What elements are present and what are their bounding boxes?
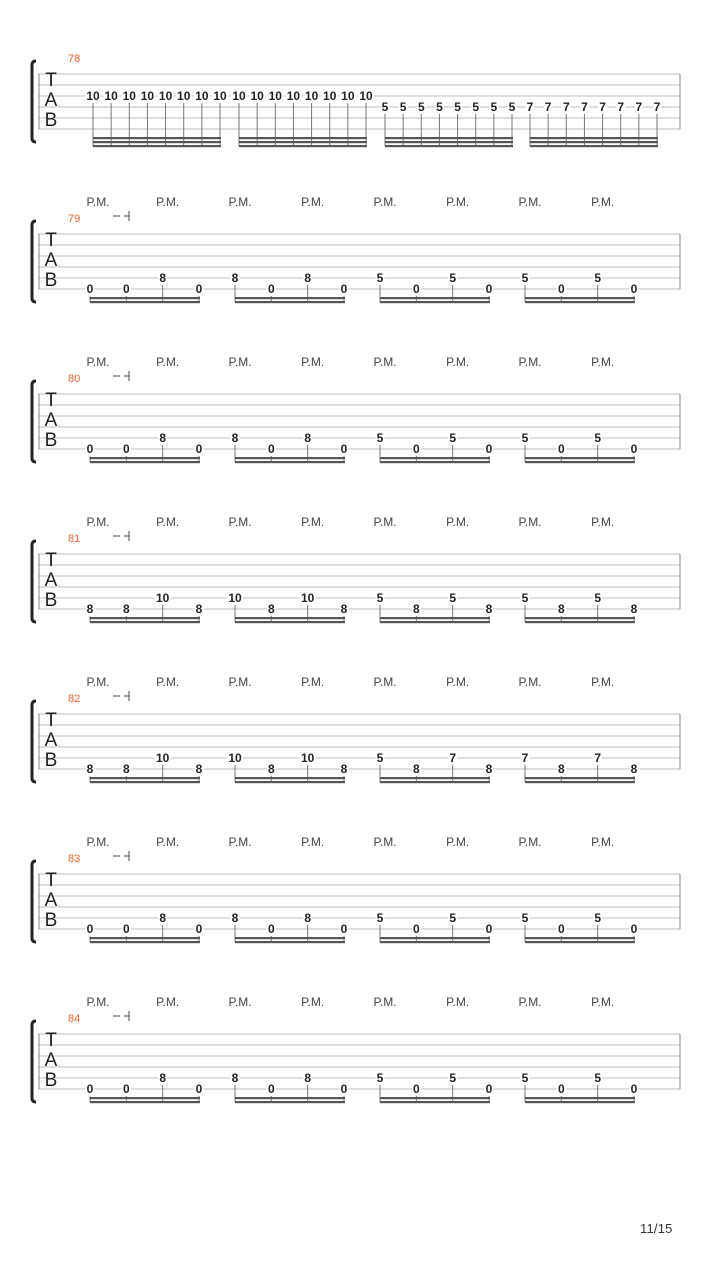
fret-number: 5 (594, 431, 602, 445)
note-beam (525, 777, 635, 779)
palm-mute-label: P.M. (301, 995, 325, 1009)
palm-mute-label: P.M. (228, 515, 252, 529)
measure-number: 84 (68, 1013, 81, 1025)
fret-number: 0 (86, 1082, 94, 1096)
fret-number: 0 (195, 922, 203, 936)
note-beam (380, 301, 490, 303)
fret-number: 0 (122, 282, 130, 296)
page-number: 11/15 (640, 1221, 673, 1236)
note-beam (525, 781, 635, 783)
note-beam (90, 1101, 200, 1103)
fret-number: 8 (340, 602, 348, 616)
fret-number: 8 (485, 602, 493, 616)
measure-number: 83 (68, 853, 81, 865)
note-beam (380, 777, 490, 779)
palm-mute-label: P.M. (518, 835, 542, 849)
note-beam (530, 141, 658, 143)
palm-mute-label: P.M. (373, 675, 397, 689)
fret-number: 10 (286, 89, 301, 103)
palm-mute-label: P.M. (301, 515, 325, 529)
fret-number: 10 (155, 591, 170, 605)
fret-number: 5 (594, 271, 602, 285)
measure-number: 79 (68, 213, 81, 225)
fret-number: 0 (557, 282, 565, 296)
note-beam (530, 145, 658, 147)
fret-number: 10 (104, 89, 118, 103)
tab-clef-letter: A (44, 730, 58, 751)
fret-number: 10 (304, 89, 319, 103)
fret-number: 8 (231, 271, 239, 285)
note-beam (90, 617, 200, 619)
note-beam (90, 457, 200, 459)
note-beam (235, 301, 345, 303)
system-bracket (32, 701, 36, 782)
fret-number: 7 (544, 100, 552, 114)
fret-number: 10 (250, 89, 264, 103)
fret-number: 10 (232, 89, 246, 103)
fret-number: 10 (140, 89, 155, 103)
fret-number: 0 (267, 282, 275, 296)
fret-number: 8 (485, 762, 493, 776)
fret-number: 8 (304, 911, 312, 925)
tab-clef-letter: B (44, 1070, 58, 1091)
fret-number: 8 (86, 762, 94, 776)
fret-number: 10 (158, 89, 173, 103)
palm-mute-label: P.M. (86, 995, 110, 1009)
note-beam (235, 461, 345, 463)
palm-mute-label: P.M. (591, 995, 615, 1009)
fret-number: 0 (267, 922, 275, 936)
note-beam (380, 1101, 490, 1103)
fret-number: 0 (412, 922, 420, 936)
fret-number: 0 (557, 442, 565, 456)
fret-number: 5 (454, 100, 461, 114)
tab-clef-letter: A (44, 570, 58, 591)
palm-mute-label: P.M. (591, 355, 615, 369)
fret-number: 10 (300, 751, 315, 765)
fret-number: 8 (159, 1071, 167, 1085)
tab-clef-letter: T (45, 230, 57, 251)
note-beam (235, 1101, 345, 1103)
fret-number: 0 (630, 922, 638, 936)
fret-number: 5 (376, 1071, 384, 1085)
palm-mute-label: P.M. (301, 355, 325, 369)
fret-number: 8 (304, 1071, 312, 1085)
fret-number: 8 (122, 762, 130, 776)
tab-clef-letter: B (44, 110, 58, 131)
note-beam (385, 145, 513, 147)
fret-number: 0 (412, 282, 420, 296)
fret-number: 5 (376, 751, 384, 765)
fret-number: 0 (86, 282, 94, 296)
fret-number: 5 (449, 591, 457, 605)
fret-number: 10 (268, 89, 282, 103)
palm-mute-label: P.M. (228, 995, 252, 1009)
fret-number: 0 (485, 442, 493, 456)
fret-number: 10 (122, 89, 136, 103)
fret-number: 5 (521, 1071, 529, 1085)
palm-mute-label: P.M. (591, 195, 615, 209)
note-beam (380, 621, 490, 623)
palm-mute-label: P.M. (156, 675, 180, 689)
fret-number: 8 (340, 762, 348, 776)
note-beam (385, 137, 513, 139)
tab-clef-letter: B (44, 590, 58, 611)
fret-number: 5 (399, 100, 407, 114)
fret-number: 8 (122, 602, 130, 616)
tab-clef-letter: T (45, 390, 57, 411)
note-beam (525, 457, 635, 459)
fret-number: 10 (177, 89, 191, 103)
fret-number: 10 (359, 89, 373, 103)
palm-mute-label: P.M. (301, 675, 325, 689)
fret-number: 5 (417, 100, 425, 114)
palm-mute-label: P.M. (518, 355, 542, 369)
note-beam (90, 297, 200, 299)
tab-clef-letter: T (45, 710, 57, 731)
note-beam (235, 777, 345, 779)
fret-number: 8 (557, 602, 565, 616)
note-beam (235, 297, 345, 299)
fret-number: 0 (630, 1082, 638, 1096)
fret-number: 0 (485, 922, 493, 936)
fret-number: 0 (86, 922, 94, 936)
fret-number: 5 (376, 911, 384, 925)
fret-number: 10 (86, 89, 100, 103)
note-beam (235, 937, 345, 939)
note-beam (239, 137, 367, 139)
fret-number: 5 (594, 1071, 602, 1085)
palm-mute-label: P.M. (156, 835, 180, 849)
fret-number: 5 (594, 911, 602, 925)
fret-number: 5 (376, 271, 384, 285)
tab-clef-letter: B (44, 270, 58, 291)
note-beam (525, 301, 635, 303)
palm-mute-label: P.M. (86, 835, 110, 849)
fret-number: 5 (521, 911, 529, 925)
fret-number: 8 (267, 602, 275, 616)
palm-mute-label: P.M. (301, 195, 325, 209)
fret-number: 0 (340, 282, 348, 296)
palm-mute-label: P.M. (518, 195, 542, 209)
tab-clef-letter: A (44, 890, 58, 911)
note-beam (525, 461, 635, 463)
note-beam (93, 137, 221, 139)
fret-number: 5 (449, 911, 457, 925)
fret-number: 8 (412, 602, 420, 616)
fret-number: 10 (323, 89, 337, 103)
fret-number: 5 (376, 431, 384, 445)
palm-mute-label: P.M. (446, 835, 470, 849)
fret-number: 10 (228, 751, 242, 765)
fret-number: 5 (508, 100, 516, 114)
note-beam (93, 141, 221, 143)
note-beam (90, 1097, 200, 1099)
fret-number: 8 (304, 271, 312, 285)
measure-number: 80 (68, 373, 81, 385)
fret-number: 5 (490, 100, 498, 114)
note-beam (235, 621, 345, 623)
fret-number: 7 (599, 100, 606, 114)
fret-number: 5 (472, 100, 480, 114)
note-beam (239, 145, 367, 147)
fret-number: 0 (557, 1082, 565, 1096)
fret-number: 7 (635, 100, 643, 114)
fret-number: 8 (195, 762, 203, 776)
fret-number: 0 (195, 282, 203, 296)
fret-number: 5 (521, 591, 529, 605)
fret-number: 5 (436, 100, 443, 114)
fret-number: 7 (562, 100, 570, 114)
fret-number: 0 (630, 282, 638, 296)
fret-number: 8 (412, 762, 420, 776)
palm-mute-label: P.M. (156, 355, 180, 369)
palm-mute-label: P.M. (301, 835, 325, 849)
fret-number: 0 (195, 1082, 203, 1096)
note-beam (235, 1097, 345, 1099)
tab-clef-letter: T (45, 1030, 57, 1051)
note-beam (235, 781, 345, 783)
note-beam (380, 617, 490, 619)
note-beam (380, 941, 490, 943)
fret-number: 8 (159, 271, 167, 285)
palm-mute-label: P.M. (86, 515, 110, 529)
palm-mute-label: P.M. (446, 195, 470, 209)
palm-mute-label: P.M. (156, 515, 180, 529)
tab-clef-letter: B (44, 910, 58, 931)
palm-mute-label: P.M. (373, 355, 397, 369)
note-beam (93, 145, 221, 147)
fret-number: 0 (630, 442, 638, 456)
system-bracket (32, 221, 36, 302)
fret-number: 0 (122, 922, 130, 936)
fret-number: 5 (521, 431, 529, 445)
tab-clef-letter: T (45, 70, 57, 91)
fret-number: 7 (526, 100, 534, 114)
fret-number: 7 (617, 100, 625, 114)
fret-number: 8 (195, 602, 203, 616)
fret-number: 7 (581, 100, 588, 114)
tab-clef-letter: T (45, 550, 57, 571)
palm-mute-label: P.M. (86, 195, 110, 209)
fret-number: 8 (557, 762, 565, 776)
system-bracket (32, 61, 36, 142)
palm-mute-label: P.M. (86, 355, 110, 369)
fret-number: 8 (159, 911, 167, 925)
fret-number: 0 (86, 442, 94, 456)
fret-number: 8 (159, 431, 167, 445)
note-beam (235, 457, 345, 459)
note-beam (525, 1097, 635, 1099)
fret-number: 8 (231, 911, 239, 925)
note-beam (90, 781, 200, 783)
note-beam (530, 137, 658, 139)
fret-number: 8 (231, 431, 239, 445)
palm-mute-label: P.M. (228, 675, 252, 689)
palm-mute-label: P.M. (373, 995, 397, 1009)
note-beam (525, 621, 635, 623)
fret-number: 7 (594, 751, 602, 765)
fret-number: 5 (449, 271, 457, 285)
fret-number: 7 (521, 751, 529, 765)
fret-number: 0 (340, 1082, 348, 1096)
tab-clef-letter: A (44, 410, 58, 431)
system-bracket (32, 541, 36, 622)
fret-number: 0 (340, 922, 348, 936)
fret-number: 0 (412, 442, 420, 456)
fret-number: 8 (304, 431, 312, 445)
note-beam (525, 937, 635, 939)
fret-number: 8 (267, 762, 275, 776)
fret-number: 0 (485, 1082, 493, 1096)
palm-mute-label: P.M. (591, 515, 615, 529)
fret-number: 5 (449, 1071, 457, 1085)
palm-mute-label: P.M. (228, 195, 252, 209)
fret-number: 8 (630, 602, 638, 616)
note-beam (380, 1097, 490, 1099)
fret-number: 0 (122, 442, 130, 456)
note-beam (239, 141, 367, 143)
note-beam (380, 457, 490, 459)
tab-clef-letter: B (44, 430, 58, 451)
system-bracket (32, 861, 36, 942)
fret-number: 10 (195, 89, 209, 103)
fret-number: 0 (195, 442, 203, 456)
fret-number: 0 (557, 922, 565, 936)
palm-mute-label: P.M. (156, 995, 180, 1009)
fret-number: 10 (155, 751, 170, 765)
note-beam (90, 461, 200, 463)
fret-number: 0 (412, 1082, 420, 1096)
fret-number: 10 (300, 591, 315, 605)
palm-mute-label: P.M. (446, 515, 470, 529)
note-beam (525, 617, 635, 619)
palm-mute-label: P.M. (228, 835, 252, 849)
fret-number: 7 (653, 100, 661, 114)
note-beam (525, 297, 635, 299)
tab-clef-letter: A (44, 1050, 58, 1071)
fret-number: 0 (267, 1082, 275, 1096)
fret-number: 0 (340, 442, 348, 456)
fret-number: 7 (449, 751, 457, 765)
palm-mute-label: P.M. (518, 995, 542, 1009)
fret-number: 8 (630, 762, 638, 776)
note-beam (385, 141, 513, 143)
palm-mute-label: P.M. (373, 195, 397, 209)
fret-number: 10 (341, 89, 355, 103)
fret-number: 10 (213, 89, 227, 103)
palm-mute-label: P.M. (373, 835, 397, 849)
palm-mute-label: P.M. (156, 195, 180, 209)
note-beam (90, 301, 200, 303)
note-beam (235, 617, 345, 619)
note-beam (235, 941, 345, 943)
measure-number: 82 (68, 693, 81, 705)
palm-mute-label: P.M. (446, 675, 470, 689)
palm-mute-label: P.M. (591, 675, 615, 689)
fret-number: 5 (521, 271, 529, 285)
palm-mute-label: P.M. (86, 675, 110, 689)
palm-mute-label: P.M. (446, 995, 470, 1009)
note-beam (380, 781, 490, 783)
system-bracket (32, 381, 36, 462)
palm-mute-label: P.M. (518, 515, 542, 529)
tab-clef-letter: T (45, 870, 57, 891)
measure-number: 81 (68, 533, 81, 545)
palm-mute-label: P.M. (591, 835, 615, 849)
fret-number: 5 (376, 591, 384, 605)
fret-number: 10 (228, 591, 242, 605)
palm-mute-label: P.M. (518, 675, 542, 689)
palm-mute-label: P.M. (228, 355, 252, 369)
note-beam (380, 937, 490, 939)
fret-number: 0 (267, 442, 275, 456)
note-beam (525, 941, 635, 943)
measure-number: 78 (68, 53, 81, 65)
note-beam (380, 461, 490, 463)
fret-number: 8 (86, 602, 94, 616)
note-beam (90, 777, 200, 779)
note-beam (90, 937, 200, 939)
note-beam (90, 941, 200, 943)
palm-mute-label: P.M. (446, 355, 470, 369)
palm-mute-label: P.M. (373, 515, 397, 529)
fret-number: 0 (122, 1082, 130, 1096)
system-bracket (32, 1021, 36, 1102)
tab-clef-letter: A (44, 90, 58, 111)
fret-number: 5 (449, 431, 457, 445)
note-beam (90, 621, 200, 623)
fret-number: 8 (231, 1071, 239, 1085)
fret-number: 5 (594, 591, 602, 605)
fret-number: 5 (381, 100, 389, 114)
tab-clef-letter: B (44, 750, 58, 771)
note-beam (380, 297, 490, 299)
fret-number: 0 (485, 282, 493, 296)
tab-clef-letter: A (44, 250, 58, 271)
note-beam (525, 1101, 635, 1103)
